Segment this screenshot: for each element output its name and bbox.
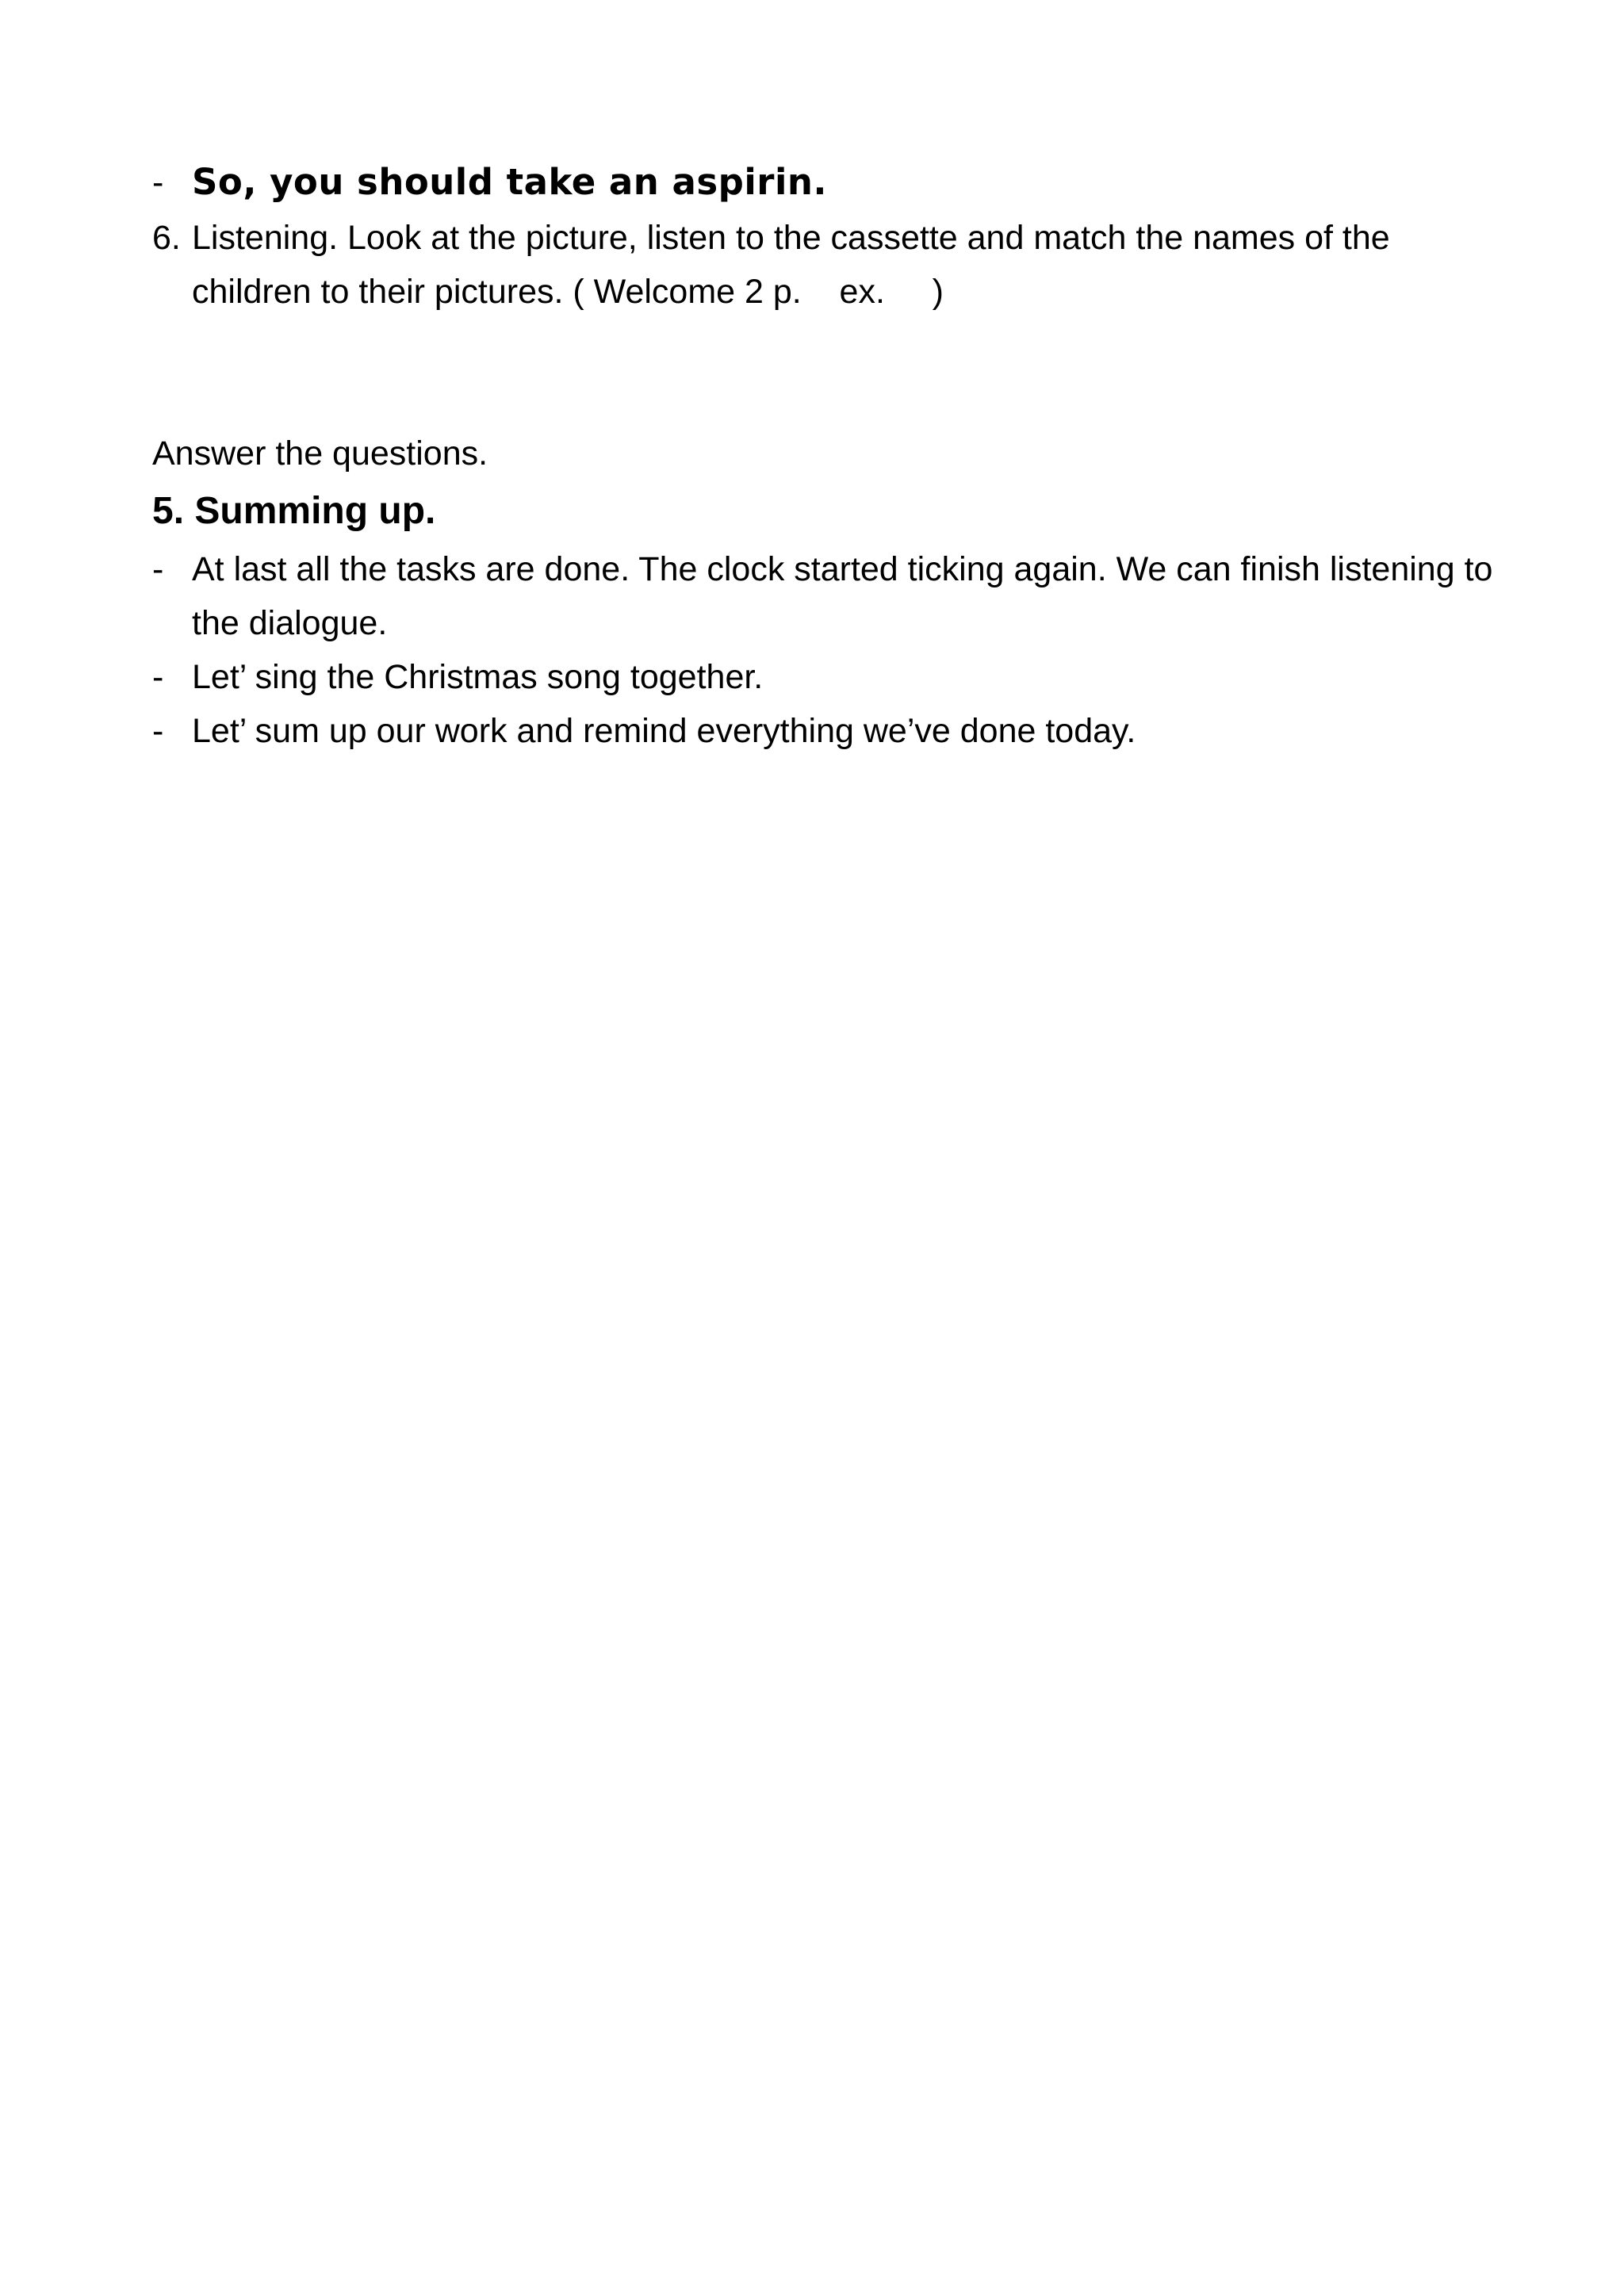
answer-instruction: Answer the questions. [152,434,488,473]
list-item-text: Let’ sing the Christmas song together. [192,658,764,696]
advice-text: So, you should take an aspirin. [192,161,828,203]
dash-marker: - [152,550,164,588]
page-content [152,155,1500,758]
list-item-text: Let’ sum up our work and remind everything we’ve done today. [192,712,1136,750]
list-item [152,650,1500,704]
list-item [152,542,1500,650]
list-item-text: At last all the tasks are done. The clock started ticking again. We can finish listening to the dialogue. [192,550,1493,642]
dash-marker: - [152,712,164,750]
list-item [152,704,1500,758]
section-heading: 5. Summing up. [152,490,436,532]
dash-marker: - [152,163,164,201]
dash-marker: - [152,658,164,696]
listening-item [152,211,1500,319]
spacer [152,319,1500,427]
item-number: 6. [152,219,181,257]
listening-text: Listening. Look at the picture, listen to the cassette and match the names of the children to their pictures. ( Welcome 2 p. ex. ) [192,219,1400,311]
advice-line [152,155,1500,209]
